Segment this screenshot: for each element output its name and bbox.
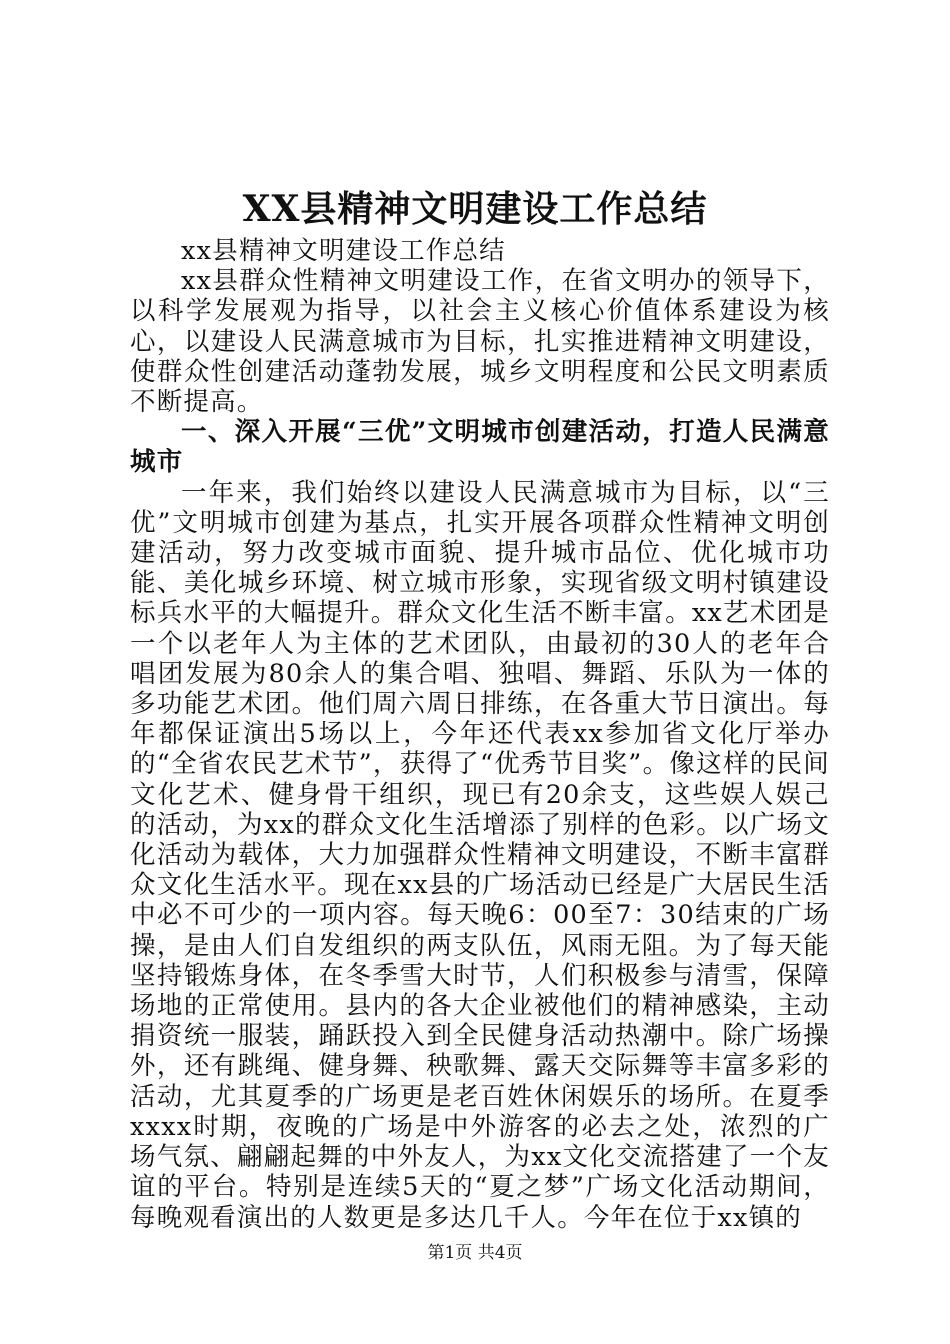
page-footer: 第1页 共4页	[427, 1243, 523, 1263]
intro-paragraph: xx县群众性精神文明建设工作，在省文明办的领导下，以科学发展观为指导，以社会主义核心价值体系建设为核心，以建设人民满意城市为目标，扎实推进精神文明建设，使群众性创建活动蓬勃发展，城乡文明程度和公民文明素质不断提高。	[130, 266, 830, 418]
document-title: XX县精神文明建设工作总结	[242, 188, 708, 230]
subtitle-paragraph: xx县精神文明建设工作总结	[181, 236, 506, 266]
document-body	[130, 236, 830, 1233]
body-paragraph: 一年来，我们始终以建设人民满意城市为目标，以“三优”文明城市创建为基点，扎实开展各项群众性精神文明创建活动，努力改变城市面貌、提升城市品位、优化城市功能、美化城乡环境、树立城市形象，实现省级文明村镇建设标兵水平的大幅提升。群众文化生活不断丰富。xx艺术团是一个以老年人为主体的艺术团队，由最初的30人的老年合唱团发展为80余人的集合唱、独唱、舞蹈、乐队为一体的多功能艺术团。他们周六周日排练，在各重大节日演出。每年都保证演出5场以上，今年还代表xx参加省文化厅举办的“全省农民艺术节”，获得了“优秀节目奖”。像这样的民间文化艺术、健身骨干组织，现已有20余支，这些娱人娱己的活动，为xx的群众文化生活增添了别样的色彩。以广场文化活动为载体，大力加强群众性精神文明建设，不断丰富群众文化生活水平。现在xx县的广场活动已经是广大居民生活中必不可少的一项内容。每天晚6：00至7：30结束的广场操，是由人们自发组织的两支队伍，风雨无阻。为了每天能坚持锻炼身体，在冬季雪大时节，人们积极参与清雪，保障场地的正常使用。县内的各大企业被他们的精神感染，主动捐资统一服装，踊跃投入到全民健身活动热潮中。除广场操外，还有跳绳、健身舞、秧歌舞、露天交际舞等丰富多彩的活动，尤其夏季的广场更是老百姓休闲娱乐的场所。在夏季xxxx时期，夜晚的广场是中外游客的必去之处，浓烈的广场气氛、翩翩起舞的中外友人，为xx文化交流搭建了一个友谊的平台。特别是连续5天的“夏之梦”广场文化活动期间，每晚观看演出的人数更是多达几千人。今年在位于xx镇的	[130, 477, 830, 1233]
section-heading: 一、深入开展“三优”文明城市创建活动，打造人民满意城市	[130, 417, 830, 478]
